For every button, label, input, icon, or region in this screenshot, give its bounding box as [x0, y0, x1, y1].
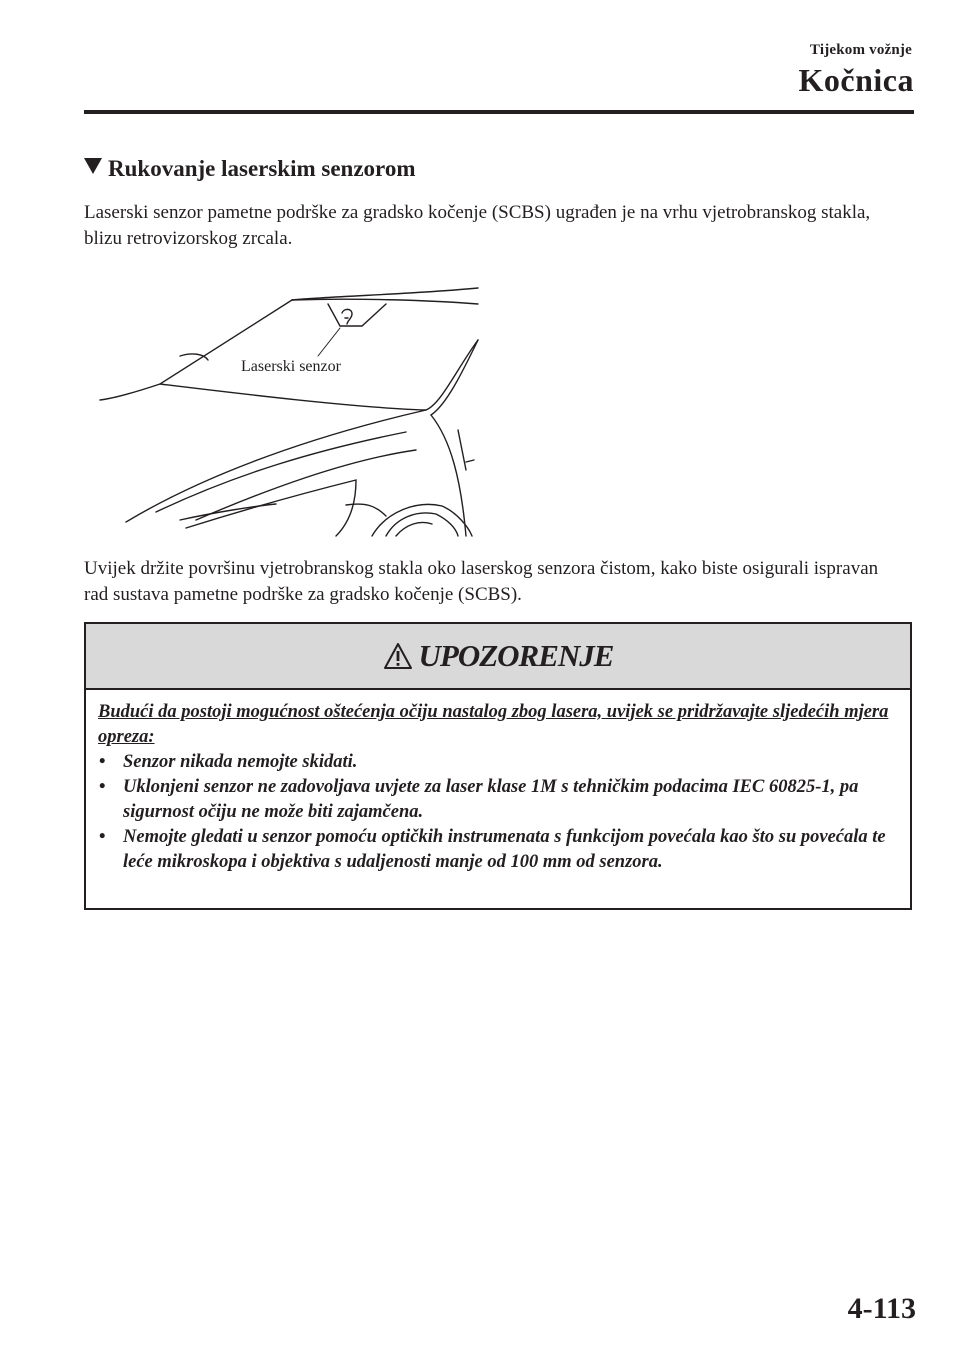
warning-list — [98, 750, 898, 875]
warning-triangle-icon — [383, 642, 413, 670]
section-heading — [84, 156, 416, 182]
page-number: 4-113 — [847, 1292, 916, 1325]
list-item — [98, 750, 898, 775]
list-item-text: Uklonjeni senzor ne zadovoljava uvjete za laser klase 1M s tehničkim podacima IEC 60825-1, pa sigurnost očiju ne može biti zajamčena. — [123, 777, 859, 822]
warning-box — [84, 622, 912, 910]
section-heading-text: Rukovanje laserskim senzorom — [108, 156, 416, 181]
heading-triangle-icon — [84, 158, 102, 174]
warning-title: UPOZORENJE — [418, 638, 614, 673]
list-item-text: Nemojte gledati u senzor pomoću optičkih instrumenata s funkcijom povećala kao što su povećala te leće mikroskopa i objektiva s udaljenosti manje od 100 mm od senzora. — [123, 827, 886, 872]
header-rule — [84, 110, 914, 114]
header-section: Kočnica — [798, 62, 914, 98]
bullet-icon: • — [99, 752, 106, 772]
list-item-text: Senzor nikada nemojte skidati. — [123, 752, 358, 772]
list-item — [98, 825, 898, 875]
header-chapter: Tijekom vožnje — [809, 42, 912, 58]
warning-header — [86, 624, 910, 690]
warning-body — [86, 690, 910, 875]
bullet-icon: • — [99, 827, 106, 847]
bullet-icon: • — [99, 777, 106, 797]
figure-label: Laserski senzor — [241, 358, 341, 375]
warning-intro: Budući da postoji mogućnost oštećenja očiju nastalog zbog lasera, uvijek se pridržavajte sljedećih mjera opreza: — [98, 702, 889, 747]
list-item — [98, 775, 898, 825]
windshield-illustration — [96, 280, 480, 540]
instruction-paragraph: Uvijek držite površinu vjetrobranskog stakla oko laserskog senzora čistom, kako biste osigurali ispravan rad sustava pametne podrške za gradsko kočenje (SCBS). — [84, 558, 879, 605]
intro-paragraph: Laserski senzor pametne podrške za gradsko kočenje (SCBS) ugrađen je na vrhu vjetrobranskog stakla, blizu retrovizorskog zrcala. — [84, 202, 871, 249]
